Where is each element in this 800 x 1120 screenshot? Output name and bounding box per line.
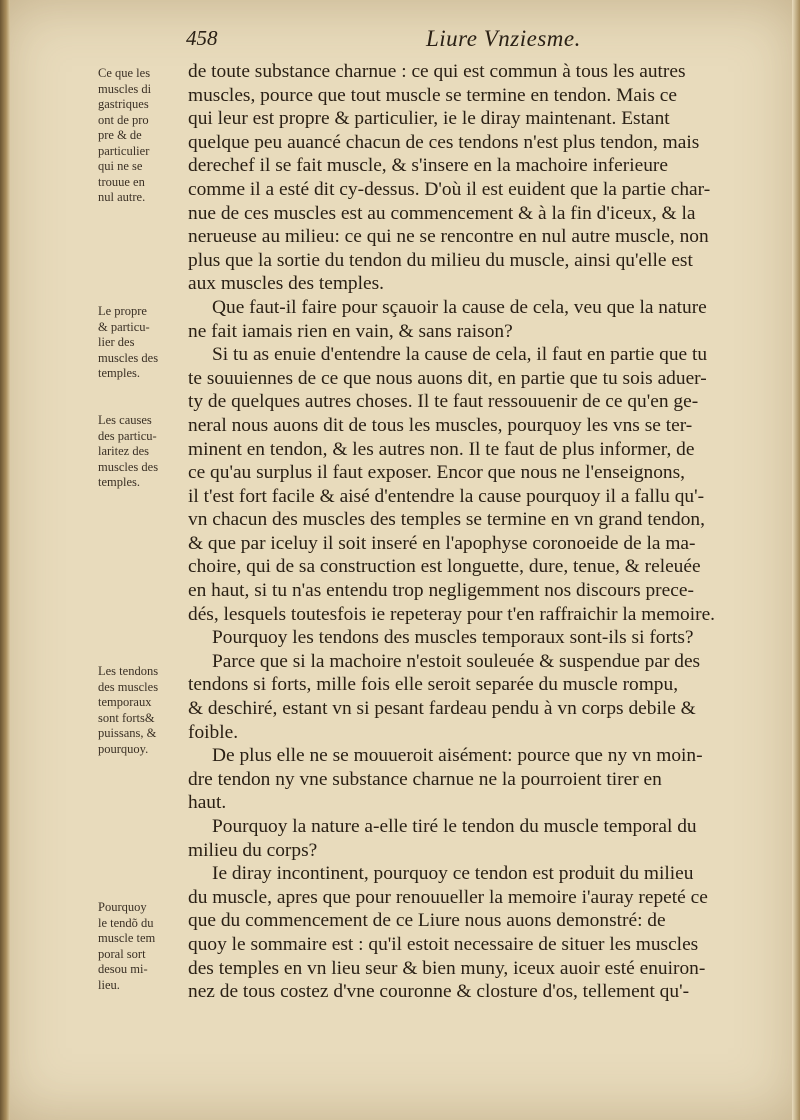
question-line: Que faut-il faire pour sçauoir la cause de cela, veu que la nature [212,296,707,318]
text-line: Parce que si la machoire n'estoit souleuée & suspendue par des [212,650,701,672]
text-line: haut. [188,792,227,814]
page-right-edge [792,0,800,1120]
text-line: muscles, pource que tout muscle se termine en tendon. Mais ce [188,84,677,106]
margin-note: Ce que les muscles di gastriques ont de pro pre & de particulier qui ne se trouue en nul autre. [98,66,152,204]
text-line: De plus elle ne se mouueroit aisément: pource que ny vn moin- [212,745,703,767]
question-line: Pourquoy les tendons des muscles temporaux sont-ils si forts? [212,627,694,649]
text-line: neral nous auons dit de tous les muscles, pourquoy les vns se ter- [188,414,693,436]
text-line: il t'est fort facile & aisé d'entendre la cause pourquoy il a fallu qu'- [188,485,705,507]
text-line: de toute substance charnue : ce qui est commun à tous les autres [188,61,686,82]
text-line: dés, lesquels toutesfois ie repeteray pour t'en raffraichir la memoire. [188,603,716,625]
text-line: te souuiennes de ce que nous auons dit, en partie que tu sois aduer- [188,367,707,389]
running-title: Liure Vnziesme. [426,26,581,51]
margin-note: Le propre & particu- lier des muscles des temples. [98,304,159,380]
text-line: & deschiré, estant vn si pesant fardeau pendu à vn corps debile & [188,698,696,720]
text-line: en haut, si tu n'as entendu trop negligemment nos discours prece- [188,580,694,602]
page-binding-edge [0,0,10,1120]
text-line: des temples en vn lieu seur & bien muny, iceux auoir esté enuiron- [188,957,706,979]
page-header [186,26,776,54]
text-line: tendons si forts, mille fois elle seroit separée du muscle rompu, [188,674,679,696]
text-line: quelque peu auancé chacun de ces tendons n'est plus tendon, mais [188,131,700,153]
question-line: milieu du corps? [188,839,318,861]
text-line: dre tendon ny vne substance charnue ne la pourroient tirer en [188,768,662,790]
text-line: minent en tendon, & les autres non. Il te faut de plus informer, de [188,438,695,460]
text-line: & que par iceluy il soit inseré en l'apophyse coronoeide de la ma- [188,532,696,554]
main-text-column [188,60,786,1004]
text-line: qui leur est propre & particulier, ie le diray maintenant. Estant [188,108,670,130]
text-line: vn chacun des muscles des temples se termine en vn grand tendon, [188,509,705,531]
margin-note: Les tendons des muscles temporaux sont forts& puissans, & pourquoy. [98,664,159,756]
text-line: nez de tous costez d'vne couronne & closture d'os, tellement qu'- [188,981,690,1003]
page-number: 458 [186,26,218,50]
text-line: Si tu as enuie d'entendre la cause de cela, il faut en partie que tu [212,344,708,366]
question-line: ne fait iamais rien en vain, & sans raison? [188,320,513,342]
text-line: derechef il se fait muscle, & s'insere en la machoire inferieure [188,155,668,177]
text-line: du muscle, apres que pour renouueller la memoire i'auray repeté ce [188,886,708,908]
margin-note: Les causes des particu- laritez des muscles des temples. [98,413,159,489]
text-line: Ie diray incontinent, pourquoy ce tendon est produit du milieu [212,863,694,885]
text-line: que du commencement de ce Liure nous auons demonstré: de [188,910,666,932]
text-line: quoy le sommaire est : qu'il estoit necessaire de situer les muscles [188,933,699,955]
margin-note: Pourquoy le tendõ du muscle tem poral sort desou mi- lieu. [98,900,156,992]
text-line: ce qu'au surplus il faut exposer. Encor que nous ne l'enseignons, [188,462,686,484]
text-line: nue de ces muscles est au commencement & à la fin d'iceux, & la [188,202,696,224]
text-line: nerueuse au milieu: ce qui ne se rencontre en nul autre muscle, non [188,226,709,248]
text-line: ty de quelques autres choses. Il te faut ressouuenir de ce qu'en ge- [188,391,699,413]
text-line: aux muscles des temples. [188,273,385,295]
text-line: comme il a esté dit cy-dessus. D'où il est euident que la partie char- [188,178,711,200]
text-line: foible. [188,721,239,743]
question-line: Pourquoy la nature a-elle tiré le tendon du muscle temporal du [212,816,697,837]
text-line: plus que la sortie du tendon du milieu du muscle, ainsi qu'elle est [188,249,693,271]
text-line: choire, qui de sa construction est longuette, dure, tenue, & releuée [188,556,701,578]
